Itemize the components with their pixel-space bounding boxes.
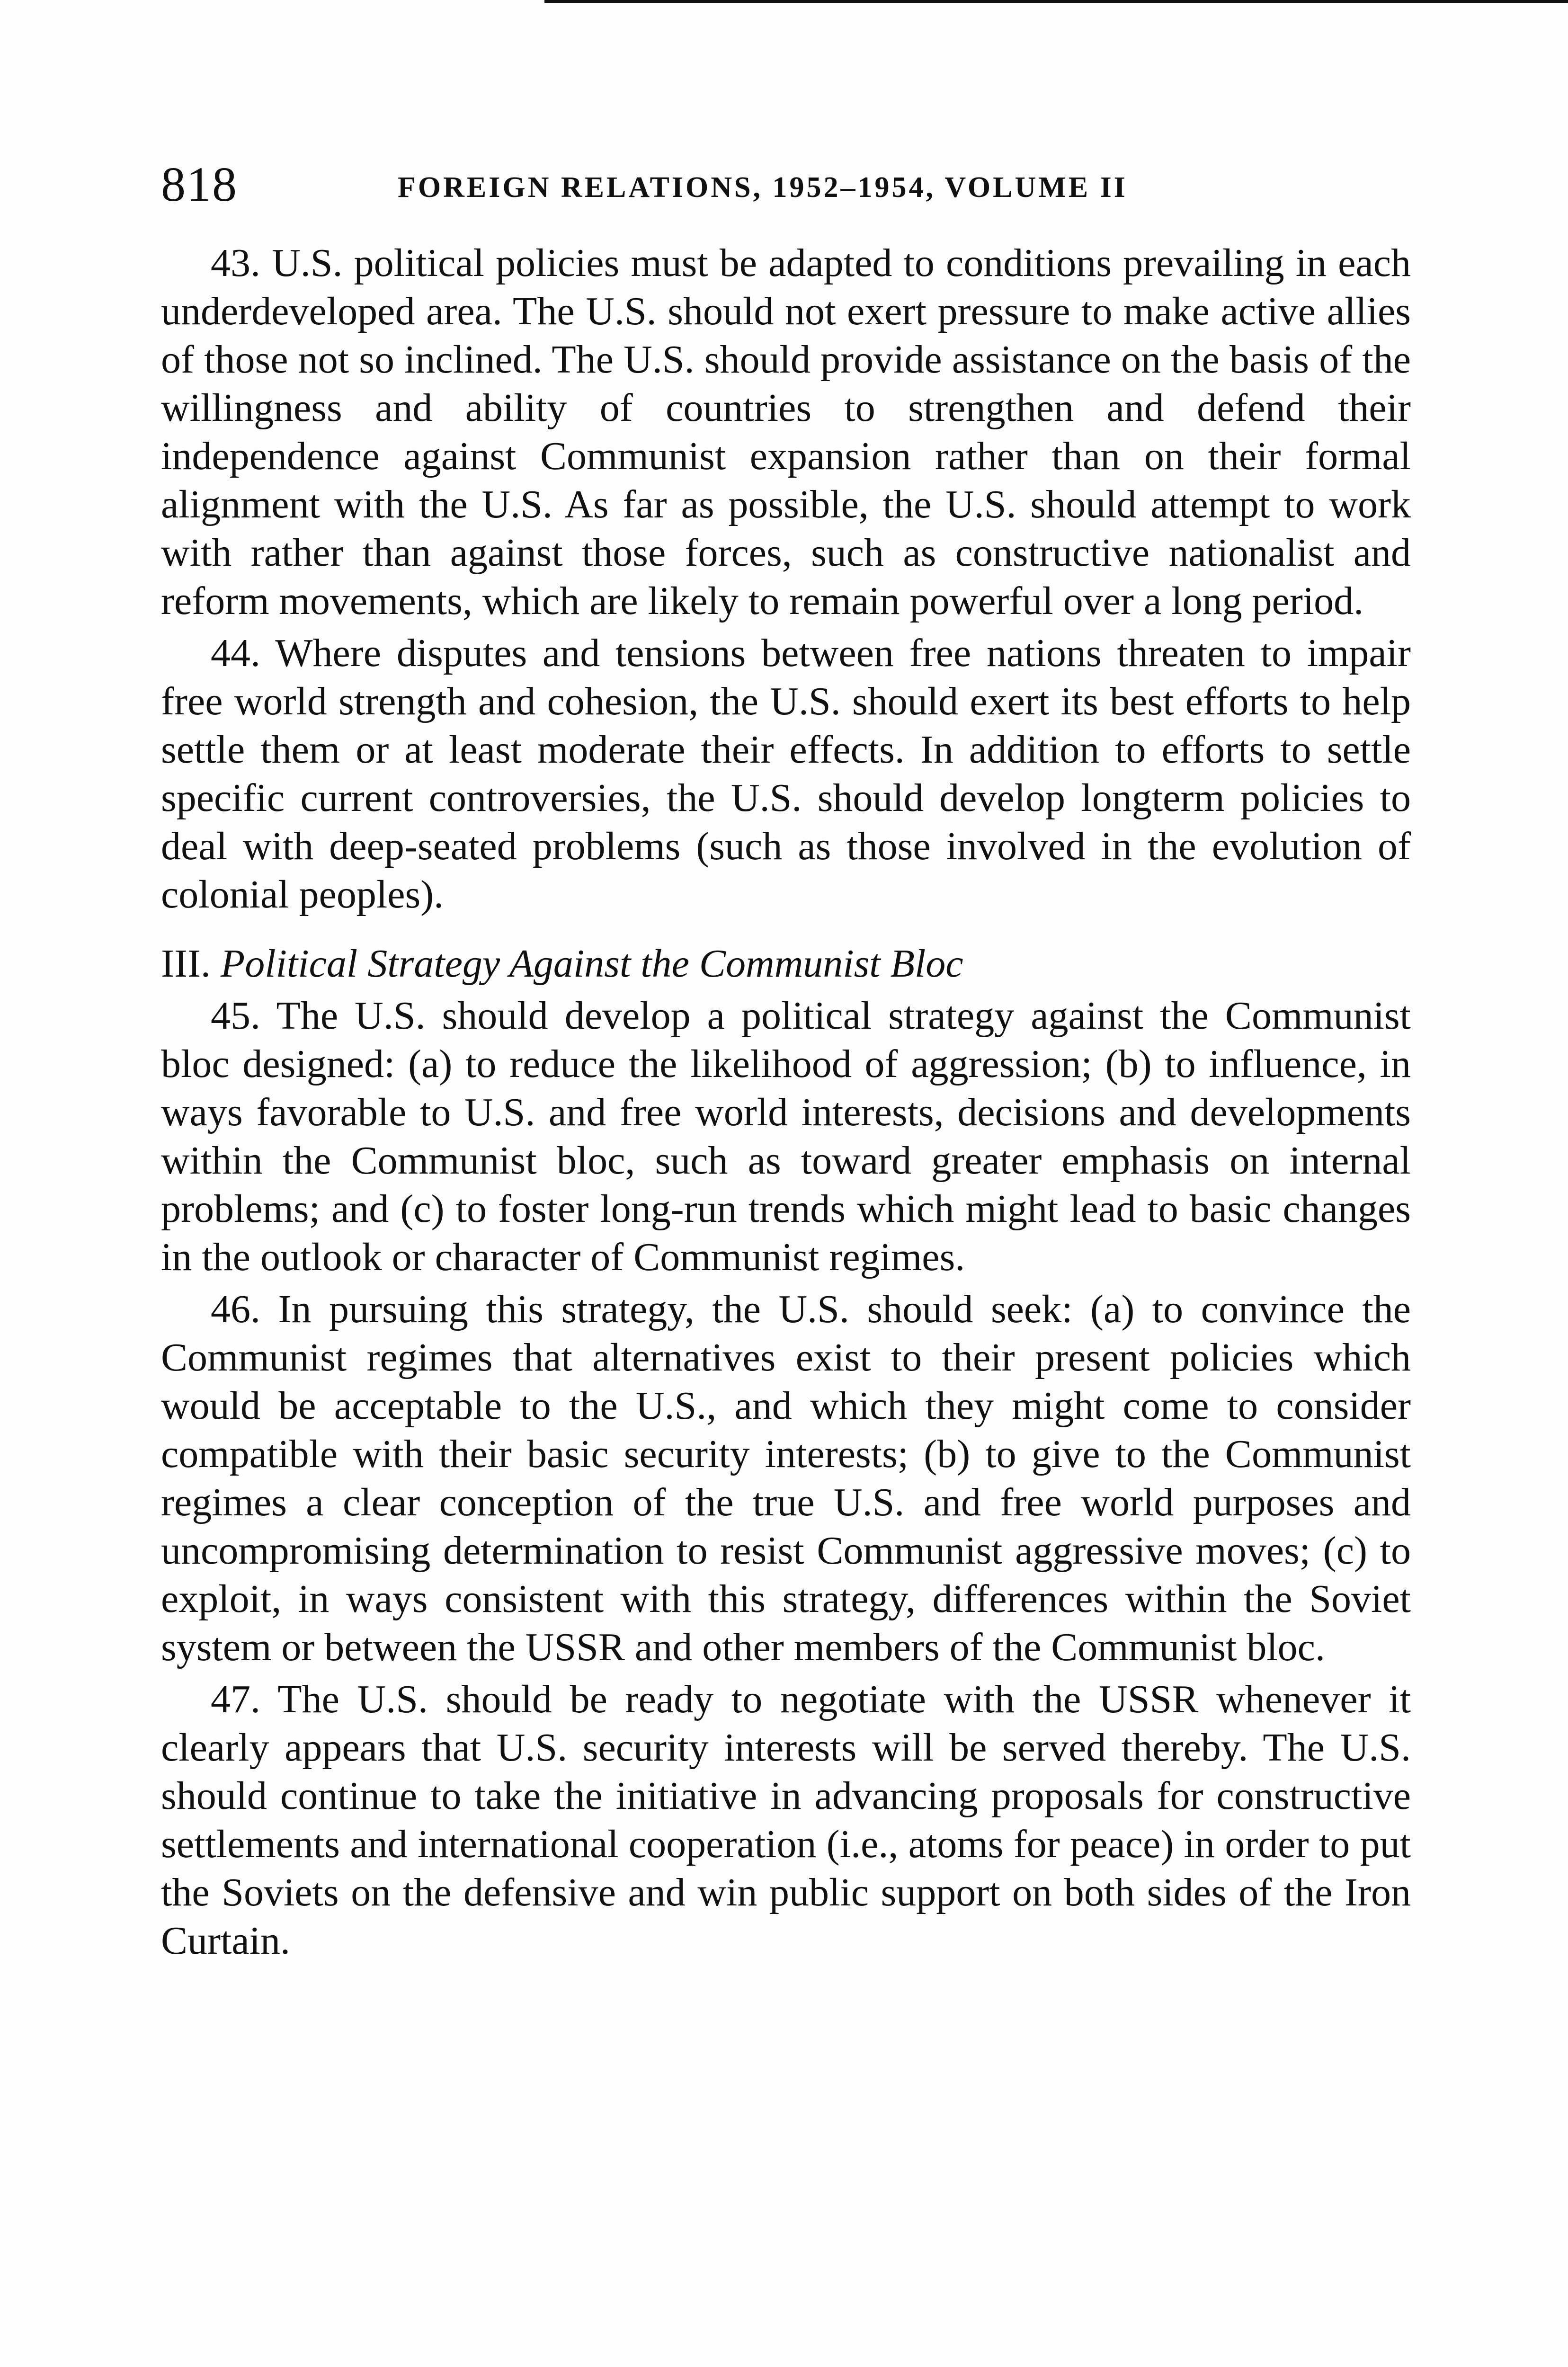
section-number: III. bbox=[161, 942, 211, 986]
section-title: Political Strategy Against the Communist Bloc bbox=[220, 942, 963, 986]
paragraph-43: 43. U.S. political policies must be adapted to conditions prevailing in each underdeveloped area. The U.S. should not exert pressure to make active allies of those not so inclined. The U.S. should provide assistance on the basis of the willingness and ability of countries to strengthen and defend their independence against Communist expansion rather than on their formal alignment with the U.S. As far as possible, the U.S. should attempt to work with rather than against those forces, such as constructive nationalist and reform movements, which are likely to remain powerful over a long period. bbox=[161, 241, 1411, 623]
running-head: FOREIGN RELATIONS, 1952–1954, VOLUME II bbox=[398, 171, 1128, 204]
paragraph-45: 45. The U.S. should develop a political strategy against the Communist bloc designed: (a) to reduce the likelihood of aggression; (b) to influence, in ways favorable to U.S. and free world interests, decisions and developments within the Communist bloc, such as toward greater emphasis on internal problems; and (c) to foster long-run trends which might lead to basic changes in the outlook or character of Communist regimes. bbox=[161, 994, 1411, 1279]
body-text bbox=[161, 239, 1411, 1969]
paragraph-47: 47. The U.S. should be ready to negotiate with the USSR whenever it clearly appears that U.S. security interests will be served thereby. The U.S. should continue to take the initiative in advancing proposals for constructive settlements and international cooperation (i.e., atoms for peace) in order to put the Soviets on the defensive and win public support on both sides of the Iron Curtain. bbox=[161, 1677, 1411, 1963]
paragraph-46: 46. In pursuing this strategy, the U.S. should seek: (a) to convince the Communist regimes that alternatives exist to their present policies which would be acceptable to the U.S., and which they might come to consider compatible with their basic security interests; (b) to give to the Communist regimes a clear conception of the true U.S. and free world purposes and uncompromising determination to resist Communist aggressive moves; (c) to exploit, in ways consistent with this strategy, differences within the Soviet system or between the USSR and other members of the Communist bloc. bbox=[161, 1287, 1411, 1669]
paragraph-44: 44. Where disputes and tensions between free nations threaten to impair free world strength and cohesion, the U.S. should exert its best efforts to help settle them or at least moderate their effects. In addition to efforts to settle specific current controversies, the U.S. should develop longterm policies to deal with deep-seated problems (such as those involved in the evolution of colonial peoples). bbox=[161, 631, 1411, 917]
page-header bbox=[161, 156, 1411, 213]
top-edge-rule bbox=[544, 0, 1568, 3]
page-number: 818 bbox=[161, 157, 238, 212]
section-heading bbox=[161, 940, 1411, 988]
